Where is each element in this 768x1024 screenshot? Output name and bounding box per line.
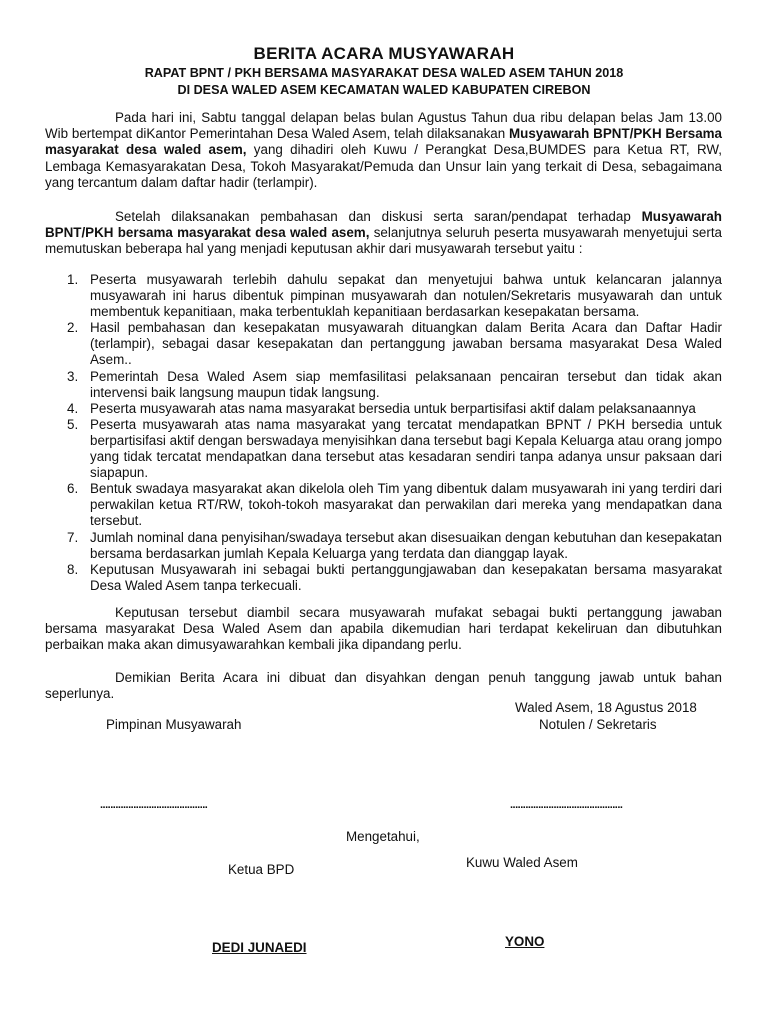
opening-text-bold: Musyawarah BPNT/PKH Bersama masyarakat desa waled asem,	[45, 126, 722, 158]
list-item	[45, 320, 722, 368]
leader-role: Pimpinan Musyawarah	[106, 717, 242, 732]
kuwu-name: YONO	[505, 934, 545, 949]
list-item-text: Pemerintah Desa Waled Asem siap memfasilitasi pelaksanaan pencairan tersebut dan tidak akan intervensi baik langsung maupun tidak langsung.	[90, 368, 722, 400]
decision-list	[45, 272, 722, 594]
place-date: Waled Asem, 18 Agustus 2018	[515, 700, 697, 715]
closing-text: Demikian Berita Acara ini dibuat dan disyahkan dengan penuh tanggung jawab untuk bahan seperlunya.	[45, 670, 722, 702]
list-item	[45, 369, 722, 401]
list-item	[45, 417, 722, 481]
bpd-name: DEDI JUNAEDI	[212, 940, 307, 955]
list-item-text: Peserta musyawarah atas nama masyarakat bersedia untuk berpartisifasi aktif dalam pelaksanaannya	[90, 400, 696, 416]
closing-paragraph	[45, 670, 722, 702]
list-item	[45, 481, 722, 529]
list-item	[45, 530, 722, 562]
conclusion-paragraph	[45, 605, 722, 654]
opening-text-a: Pada hari ini, Sabtu tanggal delapan belas bulan Agustus Tahun dua ribu delapan belas Jam 13.00 Wib bertempat diKantor Pemerintahan Desa Waled Asem, telah dilaksanakan	[45, 110, 722, 142]
opening-paragraph	[45, 110, 722, 191]
leader-signature-line: ..........................................	[100, 799, 208, 811]
list-item-number: 5.	[67, 416, 79, 432]
list-item	[45, 562, 722, 594]
list-item-text: Peserta musyawarah terlebih dahulu sepakat dan menyetujui bahwa untuk kelancaran jalannya musyawarah ini harus dibentuk pimpinan musyawarah dan notulen/Sekretaris musyawarah dan untuk membentuk kepanitiaan, maka terbentuklah kepanitiaan berdasarkan kesepakatan bersama.	[90, 272, 722, 320]
acknowledged-label: Mengetahui,	[346, 829, 420, 844]
list-item-text: Bentuk swadaya masyarakat akan dikelola oleh Tim yang dibentuk dalam musyawarah ini yang terdiri dari perwakilan ketua RT/RW, tokoh-tokoh masyarakat dan perwakilan dari mereka yang mendapatkan dana tersebut.	[90, 481, 722, 529]
list-item-number: 4.	[67, 400, 79, 416]
list-item-number: 7.	[67, 529, 79, 545]
list-item-text: Hasil pembahasan dan kesepakatan musyawarah dituangkan dalam Berita Acara dan Daftar Hadir (terlampir), sebagai dasar kesepakatan dan pertanggung jawaban bersama masyarakat Desa Waled Asem..	[90, 320, 722, 368]
discussion-text-a: Setelah dilaksanakan pembahasan dan diskusi serta saran/pendapat terhadap	[115, 209, 642, 224]
list-item-number: 6.	[67, 481, 79, 497]
discussion-text-bold: Musyawarah BPNT/PKH bersama masyarakat desa waled asem,	[45, 209, 722, 241]
opening-text-c: yang dihadiri oleh Kuwu / Perangkat Desa,BUMDES para Ketua RT, RW, Lembaga Kemasyarakatan Desa, Tokoh Masyarakat/Pemuda dan Unsur lain yang terkait di Desa, sebagaimana yang tercantum dalam daftar hadir (terlampir).	[45, 142, 722, 190]
list-item	[45, 401, 722, 417]
list-item-number: 3.	[67, 368, 79, 384]
conclusion-text: Keputusan tersebut diambil secara musyawarah mufakat sebagai bukti pertanggung jawaban bersama masyarakat Desa Waled Asem dan apabila dikemudian hari terdapat kekeliruan dan dibutuhkan perbaikan maka akan dimusyawarahkan kembali jika dipandang perlu.	[45, 605, 722, 653]
list-item	[45, 272, 722, 320]
discussion-text-c: selanjutnya seluruh peserta musyawarah menyetujui serta memutuskan beberapa hal yang menjadi keputusan akhir dari musyawarah tersebut yaitu :	[45, 225, 722, 257]
list-item-number: 1.	[67, 272, 79, 287]
list-item-number: 8.	[67, 561, 79, 577]
secretary-signature-line: ............................................	[510, 799, 623, 811]
kuwu-role: Kuwu Waled Asem	[466, 855, 578, 870]
secretary-role: Notulen / Sekretaris	[539, 717, 657, 732]
discussion-paragraph	[45, 209, 722, 258]
document-subtitle-2: DI DESA WALED ASEM KECAMATAN WALED KABUPATEN CIREBON	[177, 83, 591, 97]
list-item-text: Peserta musyawarah atas nama masyarakat yang tercatat mendapatkan BPNT / PKH bersedia untuk berpartisifasi aktif dengan berswadaya menyisihkan dana tersebut bagi Kepala Keluarga atau orang jompo yang tidak tercatat mendapatkan dana tersebut atas kesadaran sendiri tanpa adanya unsur paksaan dari siapapun.	[90, 416, 722, 481]
list-item-number: 2.	[67, 320, 79, 336]
document-subtitle-1: RAPAT BPNT / PKH BERSAMA MASYARAKAT DESA WALED ASEM TAHUN 2018	[144, 66, 624, 80]
list-item-text: Jumlah nominal dana penyisihan/swadaya tersebut akan disesuaikan dengan kebutuhan dan kesepakatan bersama berdasarkan jumlah Kepala Keluarga yang terdata dan dianggap layak.	[90, 529, 722, 561]
document-title: BERITA ACARA MUSYAWARAH	[253, 44, 515, 63]
bpd-role: Ketua BPD	[228, 862, 295, 877]
list-item-text: Keputusan Musyawarah ini sebagai bukti pertanggungjawaban dan kesepakatan bersama masyarakat Desa Waled Asem tanpa terkecuali.	[90, 561, 722, 593]
